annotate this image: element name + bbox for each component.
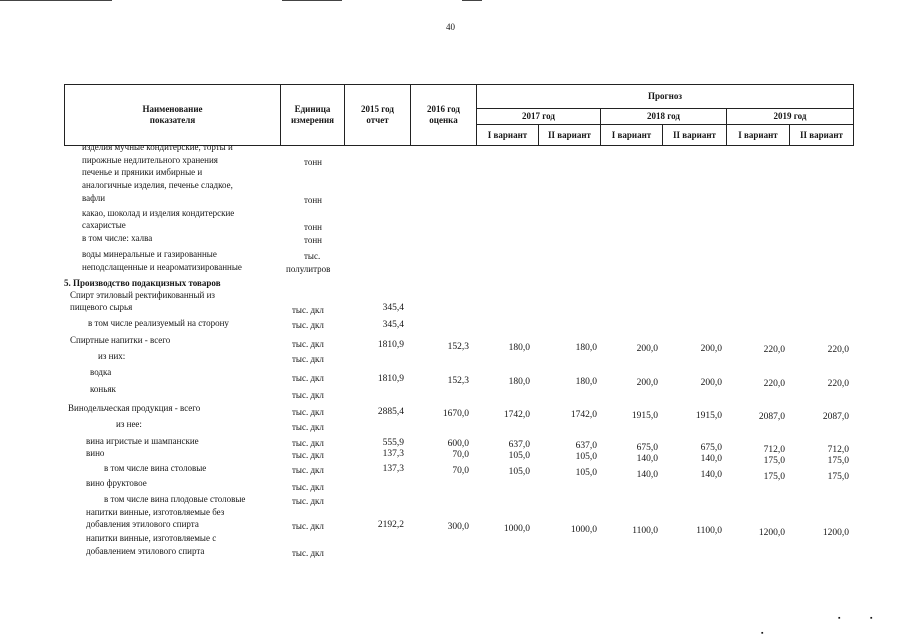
value-cell: 180,0 bbox=[508, 343, 530, 353]
value-cell: 220,0 bbox=[763, 345, 785, 355]
row-label: Спирт этиловый ректификованный из bbox=[70, 290, 215, 300]
value-cell: 70,0 bbox=[452, 466, 469, 476]
row-label: вино bbox=[86, 448, 105, 458]
header-2019-v2: II вариант bbox=[800, 129, 843, 140]
value-cell: 175,0 bbox=[827, 456, 849, 466]
value-cell: 675,0 bbox=[700, 443, 722, 453]
row-label: какао, шоколад и изделия кондитерские bbox=[82, 208, 235, 218]
value-cell: 137,3 bbox=[382, 464, 404, 474]
header-2017: 2017 год bbox=[522, 111, 555, 121]
value-cell: 105,0 bbox=[575, 468, 597, 478]
row-label: из них: bbox=[98, 351, 126, 361]
value-cell: 200,0 bbox=[700, 378, 722, 388]
value-cell: 2087,0 bbox=[822, 412, 849, 422]
unit-cell: тыс. дкл bbox=[292, 354, 324, 364]
value-cell: 1000,0 bbox=[503, 524, 530, 534]
header-2017-v2: II вариант bbox=[548, 129, 591, 140]
value-cell: 1810,9 bbox=[377, 374, 404, 384]
value-cell: 220,0 bbox=[827, 379, 849, 389]
row-label: водка bbox=[90, 367, 112, 377]
row-label: в том числе: халва bbox=[82, 233, 153, 243]
header-2017-v1: I вариант bbox=[487, 129, 528, 140]
unit-cell: тыс. дкл bbox=[292, 320, 324, 330]
row-label: неподслащенные и неароматизированные bbox=[82, 262, 242, 272]
page-number: 40 bbox=[446, 22, 455, 32]
row-label: изделия мучные кондитерские, торты и bbox=[82, 142, 233, 152]
value-cell: 600,0 bbox=[447, 439, 469, 449]
row-label: в том числе вина столовые bbox=[104, 463, 207, 473]
row-label: вина игристые и шампанские bbox=[86, 436, 199, 446]
value-cell: 200,0 bbox=[636, 344, 658, 354]
unit-cell: тонн bbox=[304, 195, 322, 205]
value-cell: 345,4 bbox=[382, 320, 404, 330]
unit-cell: тыс. дкл bbox=[292, 496, 324, 506]
value-cell: 637,0 bbox=[508, 440, 530, 450]
row-label: пирожные недлительного хранения bbox=[82, 155, 218, 165]
unit-cell: тыс. дкл bbox=[292, 305, 324, 315]
value-cell: 200,0 bbox=[636, 378, 658, 388]
header-2018: 2018 год bbox=[647, 111, 680, 121]
value-cell: 180,0 bbox=[575, 377, 597, 387]
value-cell: 175,0 bbox=[763, 456, 785, 466]
unit-cell: тыс. дкл bbox=[292, 482, 324, 492]
value-cell: 1000,0 bbox=[570, 525, 597, 535]
table-header bbox=[64, 84, 854, 146]
unit-cell: тыс. дкл bbox=[292, 373, 324, 383]
unit-cell: тыс. дкл bbox=[292, 521, 324, 531]
value-cell: 180,0 bbox=[508, 377, 530, 387]
row-label: в том числе реализуемый на сторону bbox=[88, 318, 229, 328]
header-unit: Единица измерения bbox=[290, 104, 335, 125]
row-label: воды минеральные и газированные bbox=[82, 249, 217, 259]
row-label: вафли bbox=[82, 193, 106, 203]
row-label: напитки винные, изготовляемые с bbox=[86, 533, 217, 543]
section-title: 5. Производство подакцизных товаров bbox=[64, 278, 221, 288]
value-cell: 1915,0 bbox=[631, 411, 658, 421]
value-cell: 1200,0 bbox=[758, 528, 785, 538]
header-2019-v1: I вариант bbox=[738, 129, 778, 140]
unit-cell: тыс. дкл bbox=[292, 339, 324, 349]
scan-speck: ▪ bbox=[761, 629, 764, 637]
top-rule-left bbox=[0, 0, 112, 1]
header-col-border-10 bbox=[853, 84, 854, 146]
unit-cell: тыс. дкл bbox=[292, 438, 324, 448]
row-label: сахаристые bbox=[82, 220, 126, 230]
row-label: Винодельческая продукция - всего bbox=[68, 403, 201, 413]
value-cell: 175,0 bbox=[763, 472, 785, 482]
value-cell: 345,4 bbox=[382, 303, 404, 313]
top-rule-right bbox=[462, 0, 482, 1]
top-rule-mid bbox=[282, 0, 342, 1]
value-cell: 675,0 bbox=[636, 443, 658, 453]
value-cell: 152,3 bbox=[447, 376, 469, 386]
header-2018-v1: I вариант bbox=[611, 129, 652, 140]
unit-cell: тыс. дкл bbox=[292, 407, 324, 417]
header-name: Наименование показателя bbox=[142, 104, 203, 125]
value-cell: 300,0 bbox=[447, 522, 469, 532]
value-cell: 137,3 bbox=[382, 449, 404, 459]
value-cell: 1742,0 bbox=[503, 410, 530, 420]
unit-cell: тыс. дкл bbox=[292, 548, 324, 558]
value-cell: 555,9 bbox=[382, 438, 404, 448]
value-cell: 200,0 bbox=[700, 344, 722, 354]
value-cell: 2192,2 bbox=[377, 520, 404, 530]
value-cell: 140,0 bbox=[636, 470, 658, 480]
value-cell: 105,0 bbox=[575, 452, 597, 462]
unit-cell: тыс. дкл bbox=[292, 450, 324, 460]
value-cell: 152,3 bbox=[447, 342, 469, 352]
value-cell: 1810,9 bbox=[377, 340, 404, 350]
value-cell: 1670,0 bbox=[442, 409, 469, 419]
unit-cell: тонн bbox=[304, 235, 322, 245]
value-cell: 712,0 bbox=[827, 445, 849, 455]
value-cell: 2885,4 bbox=[377, 407, 404, 417]
row-label: вино фруктовое bbox=[86, 478, 147, 488]
row-label: печенье и пряники имбирные и bbox=[82, 167, 203, 177]
value-cell: 712,0 bbox=[763, 445, 785, 455]
scan-speck: ▪ bbox=[838, 614, 841, 622]
value-cell: 140,0 bbox=[700, 454, 722, 464]
row-label: напитки винные, изготовляемые без bbox=[86, 507, 225, 517]
value-cell: 1915,0 bbox=[695, 411, 722, 421]
value-cell: 2087,0 bbox=[758, 412, 785, 422]
header-forecast: Прогноз bbox=[648, 91, 682, 101]
header-2018-v2: II вариант bbox=[673, 129, 716, 140]
unit-cell: тонн bbox=[304, 222, 322, 232]
row-label: в том числе вина плодовые столовые bbox=[104, 494, 246, 504]
unit-cell: тыс. bbox=[304, 251, 321, 261]
value-cell: 220,0 bbox=[827, 345, 849, 355]
row-label: коньяк bbox=[90, 384, 116, 394]
scan-speck: ▪ bbox=[870, 614, 873, 622]
value-cell: 105,0 bbox=[508, 467, 530, 477]
row-label: Спиртные напитки - всего bbox=[70, 335, 171, 345]
value-cell: 175,0 bbox=[827, 472, 849, 482]
unit-cell: полулитров bbox=[286, 264, 331, 274]
header-2016: 2016 год оценка bbox=[427, 104, 460, 125]
value-cell: 1742,0 bbox=[570, 410, 597, 420]
unit-cell: тыс. дкл bbox=[292, 465, 324, 475]
value-cell: 140,0 bbox=[700, 470, 722, 480]
header-2019: 2019 год bbox=[773, 111, 807, 121]
unit-cell: тыс. дкл bbox=[292, 390, 324, 400]
row-label: аналогичные изделия, печенье сладкое, bbox=[82, 180, 233, 190]
value-cell: 220,0 bbox=[763, 379, 785, 389]
value-cell: 1100,0 bbox=[632, 526, 658, 536]
value-cell: 180,0 bbox=[575, 343, 597, 353]
value-cell: 140,0 bbox=[636, 454, 658, 464]
value-cell: 637,0 bbox=[575, 441, 597, 451]
row-label: добавления этилового спирта bbox=[86, 519, 199, 529]
row-label: пищевого сырья bbox=[70, 302, 133, 312]
value-cell: 70,0 bbox=[452, 450, 469, 460]
unit-cell: тонн bbox=[304, 157, 322, 167]
row-label: из нее: bbox=[116, 419, 142, 429]
unit-cell: тыс. дкл bbox=[292, 422, 324, 432]
row-label: добавлением этилового спирта bbox=[86, 546, 205, 556]
value-cell: 105,0 bbox=[508, 451, 530, 461]
value-cell: 1100,0 bbox=[696, 526, 722, 536]
header-2015: 2015 год отчет bbox=[361, 104, 394, 125]
value-cell: 1200,0 bbox=[822, 528, 849, 538]
